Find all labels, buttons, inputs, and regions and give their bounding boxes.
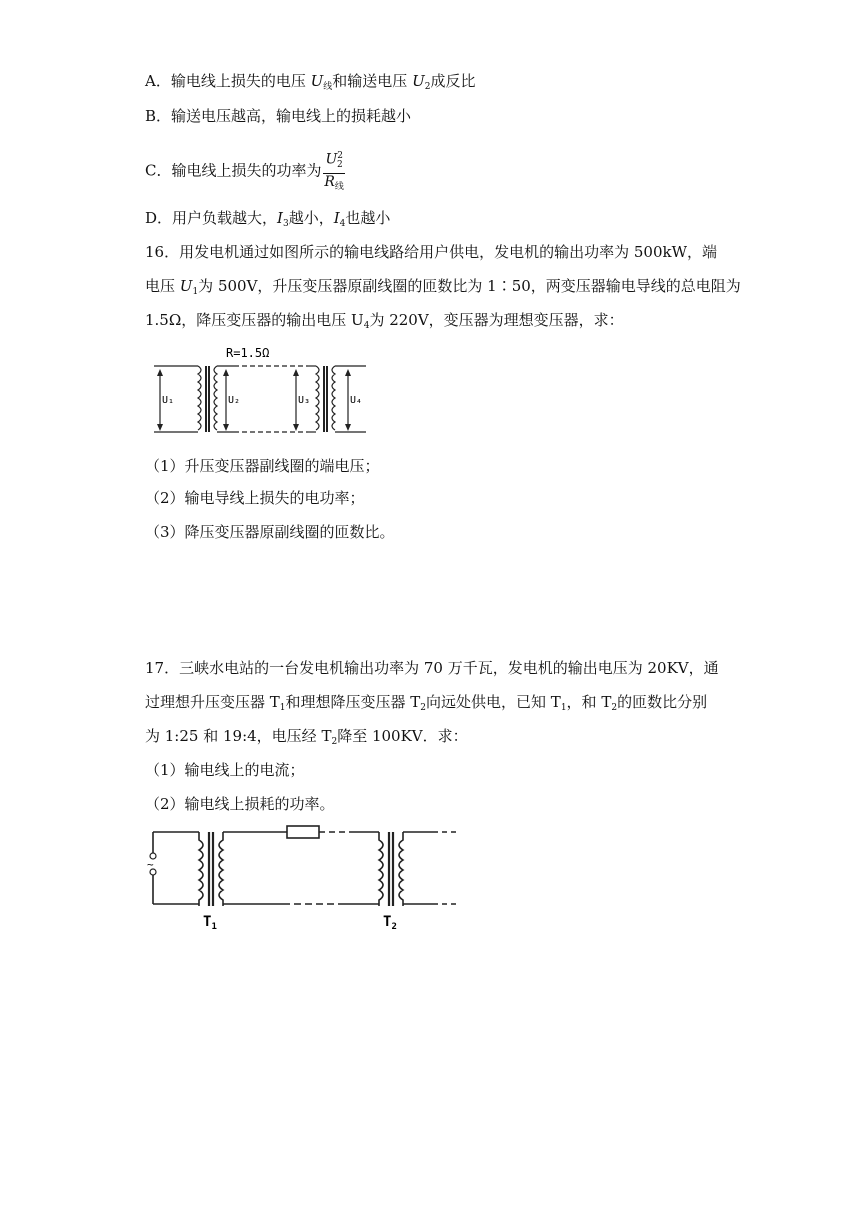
var-u1: U bbox=[179, 277, 193, 295]
option-c bbox=[145, 148, 345, 195]
q17-line3 bbox=[145, 726, 468, 752]
option-c-text: C．输电线上损失的功率为 bbox=[145, 161, 322, 180]
sub-2: 2 bbox=[331, 737, 338, 747]
den-sub: 线 bbox=[334, 181, 344, 192]
num-sup: 2 bbox=[337, 151, 344, 161]
sub-1: 1 bbox=[560, 703, 567, 713]
q16-line3 bbox=[145, 310, 624, 336]
label-t2-letter: T bbox=[383, 914, 392, 930]
sub-2: 2 bbox=[611, 703, 618, 713]
sub-2: 2 bbox=[420, 703, 427, 713]
q16-line2-pre: 电压 bbox=[145, 277, 180, 295]
sub-4: 4 bbox=[363, 321, 370, 331]
resistance-label: R=1.5Ω bbox=[226, 346, 270, 360]
sub-1: 1 bbox=[192, 287, 199, 297]
sub-4: 4 bbox=[339, 219, 346, 229]
option-a-text: A．输电线上损失的电压 bbox=[145, 72, 311, 90]
q17-sub1: （1）输电线上的电流； bbox=[145, 761, 305, 779]
ac-source-symbol: ~ bbox=[147, 858, 154, 871]
three-gorges-circuit-diagram bbox=[143, 818, 463, 930]
num-sub: 2 bbox=[337, 159, 343, 170]
option-d bbox=[145, 208, 390, 234]
q16-sub1: （1）升压变压器副线圈的端电压； bbox=[145, 457, 380, 475]
q16-line1: 16．用发电机通过如图所示的输电线路给用户供电，发电机的输出功率为 500kW，端 bbox=[145, 243, 717, 261]
var-i4: I bbox=[333, 209, 340, 227]
q17-line2-mid2: 向远处供电，已知 T bbox=[426, 693, 561, 711]
power-loss-fraction bbox=[323, 148, 344, 195]
option-b: B．输送电压越高，输电线上的损耗越小 bbox=[145, 107, 412, 125]
label-u1: U₁ bbox=[162, 395, 175, 406]
q17-line3-pre: 为 1:25 和 19:4，电压经 T bbox=[145, 727, 332, 745]
var-u2: U bbox=[412, 72, 425, 90]
den-r: R bbox=[324, 173, 335, 190]
label-u2: U₂ bbox=[228, 395, 241, 406]
option-d-text: D．用户负载越大， bbox=[145, 209, 278, 227]
label-t1 bbox=[203, 914, 217, 930]
q17-line1: 17．三峡水电站的一台发电机输出功率为 70 万千瓦，发电机的输出电压为 20KV，通 bbox=[145, 659, 719, 677]
q16-line2-post: 为 500V，升压变压器原副线圈的匝数比为 1∶50，两变压器输电导线的总电阻为 bbox=[198, 277, 741, 295]
q17-sub2: （2）输电线上损耗的功率。 bbox=[145, 795, 335, 813]
label-u3: U₃ bbox=[298, 395, 311, 406]
sub-line: 线 bbox=[323, 82, 333, 92]
var-u: U bbox=[310, 72, 324, 90]
option-a-post: 成反比 bbox=[430, 72, 476, 90]
label-u4: U₄ bbox=[350, 395, 363, 406]
num-u: U bbox=[325, 151, 338, 168]
q17-line2-pre: 过理想升压变压器 T bbox=[145, 693, 280, 711]
q17-line2-mid3: ，和 T bbox=[566, 693, 612, 711]
q16-sub3: （3）降压变压器原副线圈的匝数比。 bbox=[145, 523, 395, 541]
q17-line3-post: 降至 100KV．求： bbox=[337, 727, 468, 745]
option-a bbox=[145, 71, 475, 97]
fraction-denominator bbox=[323, 174, 344, 195]
q17-line2-mid: 和理想降压变压器 T bbox=[285, 693, 421, 711]
option-d-mid: 越小， bbox=[288, 209, 334, 227]
q16-line3-pre: 1.5Ω，降压变压器的输出电压 U bbox=[145, 311, 364, 329]
q17-line2-post: 的匝数比分别 bbox=[617, 693, 708, 711]
q17-line2 bbox=[145, 692, 707, 718]
sub-2: 2 bbox=[424, 82, 431, 92]
label-t1-sub: 1 bbox=[211, 922, 217, 930]
label-t1-letter: T bbox=[203, 914, 212, 930]
var-i3: I bbox=[277, 209, 283, 227]
label-t2 bbox=[383, 914, 397, 930]
option-a-mid: 和输送电压 bbox=[332, 72, 413, 90]
q16-line2 bbox=[145, 276, 741, 302]
sub-3: 3 bbox=[282, 219, 289, 229]
transmission-circuit-diagram bbox=[148, 342, 372, 438]
sub-1: 1 bbox=[279, 703, 286, 713]
fraction-numerator bbox=[323, 148, 344, 174]
label-t2-sub: 2 bbox=[391, 922, 397, 930]
q16-line3-post: 为 220V，变压器为理想变压器，求： bbox=[369, 311, 624, 329]
option-d-post: 也越小 bbox=[345, 209, 391, 227]
q16-sub2: （2）输电导线上损失的电功率； bbox=[145, 489, 365, 507]
